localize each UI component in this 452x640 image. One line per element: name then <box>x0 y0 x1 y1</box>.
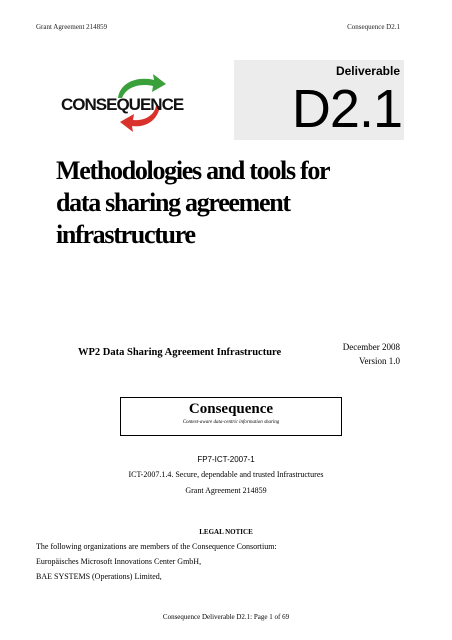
page-footer: Consequence Deliverable D2.1: Page 1 of 69 <box>162 613 290 621</box>
logo-wordmark: CONSEQUENCE <box>61 95 184 114</box>
title-line: infrastructure <box>56 220 195 249</box>
grant-agreement: Grant Agreement 214859 <box>185 486 267 495</box>
legal-line: Europäisches Microsoft Innovations Center GmbH, <box>36 557 202 566</box>
consequence-logo <box>60 72 190 134</box>
document-date: December 2008 <box>342 342 400 352</box>
legal-notice-heading: LEGAL NOTICE <box>199 528 253 536</box>
consortium-box <box>120 397 342 436</box>
header-document-id: Consequence D2.1 <box>347 23 400 31</box>
consortium-subtitle: Context-aware data-centric information sharing <box>182 420 280 425</box>
header-grant-agreement: Grant Agreement 214859 <box>36 23 108 31</box>
deliverable-label: Deliverable <box>335 64 400 78</box>
legal-line: The following organizations are members of the Consequence Consortium: <box>36 542 277 551</box>
consortium-title: Consequence <box>188 401 274 417</box>
deliverable-id: D2.1 <box>291 79 402 139</box>
objective: ICT-2007.1.4. Secure, dependable and trusted Infrastructures <box>128 470 324 479</box>
title-line: data sharing agreement <box>56 188 290 217</box>
document-title <box>56 155 386 251</box>
legal-line: BAE SYSTEMS (Operations) Limited, <box>36 572 162 581</box>
call-identifier: FP7-ICT-2007-1 <box>197 455 255 464</box>
title-line: Methodologies and tools for <box>56 156 330 185</box>
work-package: WP2 Data Sharing Agreement Infrastructure <box>78 347 282 358</box>
document-version: Version 1.0 <box>359 356 400 366</box>
